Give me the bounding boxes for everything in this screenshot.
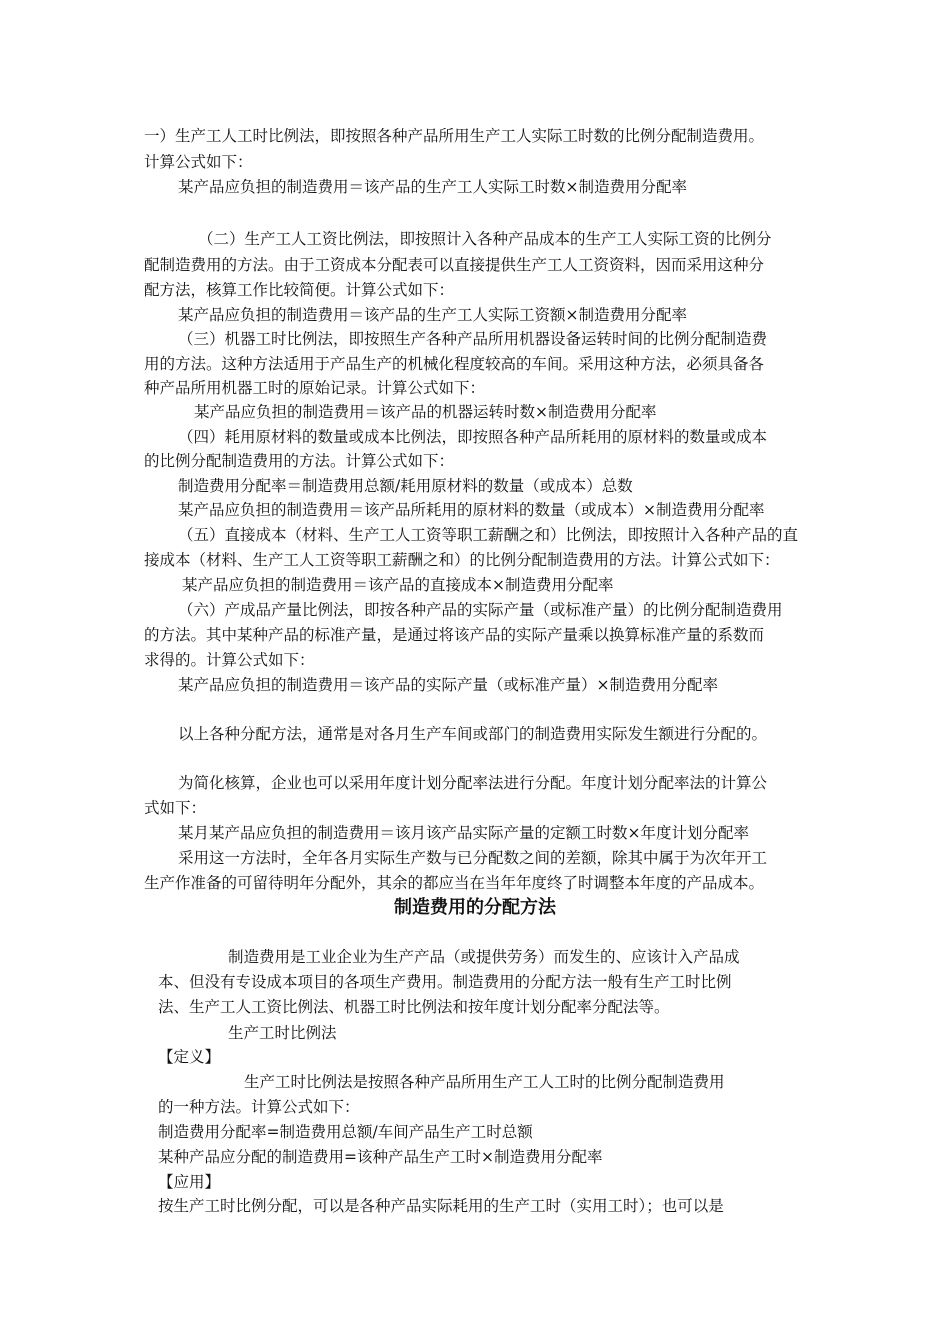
subheading: 生产工时比例法	[228, 1024, 337, 1042]
paragraph-line: 求得的。计算公式如下：	[144, 651, 315, 669]
formula-line: 某产品应负担的制造费用＝该产品的生产工人实际工时数×制造费用分配率	[178, 178, 687, 196]
paragraph-line: 的方法。其中某种产品的标准产量，是通过将该产品的实际产量乘以换算标准产量的系数而	[144, 626, 765, 644]
formula-line: 某产品应负担的制造费用＝该产品所耗用的原材料的数量（或成本）×制造费用分配率	[178, 501, 765, 519]
formula-line: 制造费用分配率＝制造费用总额/耗用原材料的数量（或成本）总数	[178, 477, 633, 495]
paragraph-line: 生产工时比例法是按照各种产品所用生产工人工时的比例分配制造费用	[244, 1073, 725, 1091]
paragraph-line: 采用这一方法时，全年各月实际生产数与已分配数之间的差额，除其中属于为次年开工	[178, 849, 768, 867]
paragraph-line: 计算公式如下：	[144, 153, 253, 171]
bracket-heading-definition: 【定义】	[158, 1048, 221, 1066]
formula-line: 某产品应负担的制造费用＝该产品的直接成本×制造费用分配率	[182, 576, 614, 594]
paragraph-line: （三）机器工时比例法，即按照生产各种产品所用机器设备运转时间的比例分配制造费	[178, 330, 768, 348]
paragraph-line: 的比例分配制造费用的方法。计算公式如下：	[144, 452, 455, 470]
bracket-heading-application: 【应用】	[158, 1173, 221, 1191]
paragraph-line: （五）直接成本（材料、生产工人工资等职工薪酬之和）比例法，即按照计入各种产品的直	[178, 526, 799, 544]
paragraph-line: （四）耗用原材料的数量或成本比例法，即按照各种产品所耗用的原材料的数量或成本	[178, 428, 768, 446]
formula-line: 某产品应负担的制造费用＝该产品的生产工人实际工资额×制造费用分配率	[178, 306, 687, 324]
paragraph-line: 式如下：	[144, 799, 207, 817]
paragraph-line: （六）产成品产量比例法，即按各种产品的实际产量（或标准产量）的比例分配制造费用	[178, 601, 783, 619]
paragraph-line: 配制造费用的方法。由于工资成本分配表可以直接提供生产工人工资资料，因而采用这种分	[144, 256, 765, 274]
paragraph-line: 制造费用是工业企业为生产产品（或提供劳务）而发生的、应该计入产品成	[228, 948, 740, 966]
paragraph-line: 配方法，核算工作比较简便。计算公式如下：	[144, 281, 455, 299]
paragraph-line: （二）生产工人工资比例法，即按照计入各种产品成本的生产工人实际工资的比例分	[198, 230, 772, 248]
paragraph-line: 按生产工时比例分配，可以是各种产品实际耗用的生产工时（实用工时）；也可以是	[158, 1197, 724, 1215]
formula-line: 某产品应负担的制造费用＝该产品的实际产量（或标准产量）×制造费用分配率	[178, 676, 718, 694]
paragraph-line: 接成本（材料、生产工人工资等职工薪酬之和）的比例分配制造费用的方法。计算公式如下：	[144, 551, 780, 569]
paragraph-line: 以上各种分配方法，通常是对各月生产车间或部门的制造费用实际发生额进行分配的。	[178, 725, 768, 743]
paragraph-line: 法、生产工人工资比例法、机器工时比例法和按年度计划分配率分配法等。	[158, 998, 670, 1016]
paragraph-line: 种产品所用机器工时的原始记录。计算公式如下：	[144, 379, 486, 397]
paragraph-line: 本、但没有专设成本项目的各项生产费用。制造费用的分配方法一般有生产工时比例	[158, 973, 732, 991]
paragraph-line: 的一种方法。计算公式如下：	[158, 1098, 360, 1116]
formula-line: 某产品应负担的制造费用＝该产品的机器运转时数×制造费用分配率	[194, 403, 657, 421]
paragraph-line: 用的方法。这种方法适用于产品生产的机械化程度较高的车间。采用这种方法，必须具备各	[144, 355, 765, 373]
section-title: 制造费用的分配方法	[394, 897, 556, 918]
paragraph-line: 生产作准备的可留待明年分配外，其余的都应当在当年年度终了时调整本年度的产品成本。	[144, 874, 765, 892]
formula-line: 某月某产品应负担的制造费用＝该月该产品实际产量的定额工时数×年度计划分配率	[178, 824, 749, 842]
formula-line: 制造费用分配率=制造费用总额/车间产品生产工时总额	[158, 1123, 533, 1141]
formula-line: 某种产品应分配的制造费用=该种产品生产工时×制造费用分配率	[158, 1148, 603, 1166]
paragraph-line: 一）生产工人工时比例法，即按照各种产品所用生产工人实际工时数的比例分配制造费用。	[144, 127, 765, 145]
paragraph-line: 为简化核算，企业也可以采用年度计划分配率法进行分配。年度计划分配率法的计算公	[178, 774, 768, 792]
